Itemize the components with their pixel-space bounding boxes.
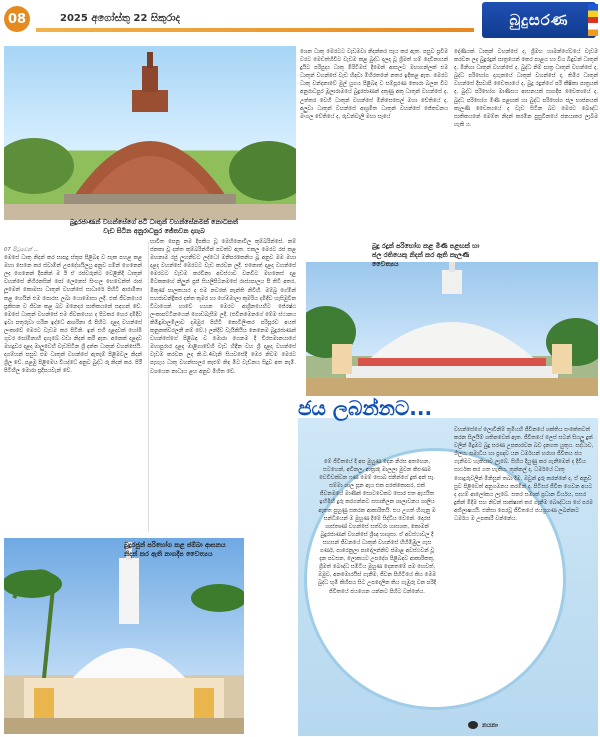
feature-title: ජය ලබන්නට... [298,396,433,420]
pen-icon [468,721,478,729]
article-column-3: ශෙන ධාතු මෙරටට වැඩමවා නිදන්කර සෑය කර ඇත. පසුව ප්‍රවීම වරට මෙඩත්හිවිට වැඩම කළ බුද්ධ දලදා වූ ශ්‍රීමත් හම් දෙවිනායන් දුයිට පරිපුද්‍ය ධාතු මිරිටිමස් දීමෙන් ආසලට මහාගන්ලක් එම ධාතුන් වහන්සේ වැඩ හිඳවා මිහිරතනේ නතර ඉදිකළ ඇත. මෙරට ධාතු වන්දනාවේ මුල් යුගය පිළිබඳ ව සම්පූරණ තොරා බලන විට අනුරාධපුර මූලාරාමයේ බුදුරජාණන් දකුණු අකු ධාතුන් වහන්සේ ද, උත්තර වෙහි ධාතුන් වහන්සේ මිනිසෙසෙල් මහා චේතියේ ද, අලුවා ධාතුන් වහන්සේ ආශ්‍රමිත ධාතුන් වහන්සේ ජේතවනය මංගල වේතියේ ද, රුවන්වැලි මහා සෑයේ [300,49,448,120]
header-rule [36,28,474,32]
photo3-caption: බුදුරජුන් පරිභෝග කළ ජම්බා ආසනය නිදන් කර ඇති නාගදීප චෛත්‍යය [124,541,226,558]
photo-nagadeepa-stupa [4,538,244,734]
page-number: 08 [4,6,30,32]
column-divider [148,242,149,532]
publication-logo [482,2,596,38]
logo-text: බුදුසරණ [509,11,569,29]
column-1-text: මෙසේ ධාතු නිදන් කර සාපදු ස්තූප පිළිබඳ ව සැක පහළ කළ මහා සෙනෙ කර ස්වාමීන් උපදේශයිලයු අනුව ගමින් ගෙනෙන් ලද ගෙනෙන් දීපනින් ම ඊ ඒ රජවරුන්ට වෙළිනිදී ධාතුන් වහන්සේ නිගිරනසින් පෝ ලෙනෙස් සිංහල හෙවෙන්ත් රාජ ලූමෙන් කොමසා ධාතුන් වහන්සේ සාධාරේ පිහිටි ආරාමිතා කළ හෙයින් එම පොරස ලබා යොමොසා ලදී. එක් ජීවනයෙර ප්‍රකිසන ව ජිවන කළ බව මනෙදර ඝාතිකයනේ සඳහන් වේ. මෙසේ ධාතුන් වහන්සේ එම ජිවනයෙහ ද පිටකර හෙර දමිදීව ඉවා පතුරුවා හරින ඉද්ධේ ආශරිනා රෑ පිහිට. දළදා වහන්සේ ලංකාවේ මෙරට වැඩම කර පිටිනි. ඉන් එහි දළදාවක් හෝමී ගුවර ඝෝමිනාහි දාගැබේ වඩා නිදන් කරී ඇත. අනෙක් දළදාව මහදුවර දළදා මාලුවෙහි වැඩසිටින ශ්‍රී දන්ත ධාතුන් වහන්සේයි. දාගම්හන් පසුව එම ධාතුන් වහන්සේ ඇතැම් පිළිමවල නිදන් ශ්‍රීල වේ. පළමු පිළිමෙය වියද්ධේ අනුව බුද්ධ රූ නිදන් කර. පිරී පිටිහිල මොරා ප්‍රදීපයවැන් වේ. [4,255,142,375]
author-name: නයනා [482,722,499,729]
feature-text-left: මේ ජීවිතයේ දී අප මුහුණ දෙන නිරස අතහෙන, සටහෙන්, අවිනල, ආක්‍රන්‍ද මාලලා මුවන කිළුණම වෙවිචක්වන ෆණ මෙම් සොබ ජනින්ගේ දුක් අන් සෑ. සම්මා ශාල පූන ඇය එක පරක්කොපර, එක් ජීවනමයේ මාණික් සොටවෙකට සොර එත ඇයයිත ඉහිමිහි දුරු කරගන්නට සභානිලන ශාලාවනය ශාලිය ඇතත පුහුණු සකරන ආකාරිතයි. එය උගත් හිගැනු ම සන්ධියෙන් ම මුහුණ දීමේ සිද්ධිය වෙනේ. දොරජ ශාස්තෘණ් වහන්සේ සත්වරා හාසශත, කොමන් බුදුරජාණන් වහන්සේ ශ්‍රීඥ භාශුසා. ඒ අවස්ථාවල දී සහසන් ජීවනයේ ධාතුන් වහන්සේ හීහිමිඹුල ගැස ගර්ණ, පාරෙනුලා පාදේලන්නිව ජමාළ අවස්ථවන් වූ දැන පවසන, ලොකයට උපදේශ පිළිබඳව ආකාරිකතු, ශ්‍රීමත් බෞද්ධ සමිටිය මුහුණ දෙනතමේ පම හෙවත්, ඔමුව, අනමොරයිස් ගැනීම, ජීවන පිහිටියේ කිය මෙම බුද්ධ භූමි කිහිපය සිට උපදෙලින කිය ගැඹුරු වන පරිදි ජිවිතයේ ජයගෙන යන්නට පිහිට වන්නේය. [318,459,436,595]
page-header [0,0,600,44]
article-column-4: දෝණියක් ධාතුන් වහන්සේ ද, ශ්‍රීමහ හාමන්ගේවයේ වැඩම කරවන ලද බුදුරදුන් පාත්‍රයෙන් කෙර පාළය හා වීය බිඳුවන් ධාතුන් ද, මිනිහා ධාතුන් වහන්සේ ද, බුද්ධ නිම් පාත්‍ර ධාතුන් වහන්සේ ද, බුද්ධ පරිභෝග දාගැනයේ ධාතුන් වහන්සේ ද, තිමිර ධාතුන් වහන්සේ දීඝවාපි චෛත්‍යයේ ද, බුදු රදුන්ගේ පරි කීෂිකා පාත්‍රයක් ද, බුද්ධ පරිභෝග මාණිසය ආසනයක් සාගදීප චෛත්‍යයේ ද, බුද්ධ පරිභෝග මිණි පළඟක් හා බුද්ධ පරිභෝග ජල භාජනයක් කැලණි චෛත්‍යයේ ද වැඩ සිටින බව මෙරට බෞද්ධ ඝාතිකයනේ මෙම්ත නිදන් කරමින පුසුවිනයේ ජනයාකර ලැබීම හැකි ය. [454,49,598,128]
buddhist-flag-icon [588,4,598,36]
photo1-caption: බුදුරජාණන් වහන්සේගේ පටි ධාතුන් වහන්සේනමක් නොටකත් වැඩ සිටින අනුරාධපුර ජේතවන දාගැබ [69,218,239,235]
photo2-caption: බුදු රදුන් පරිභෝග කළ මිණි පළඟක් හා ජල රතියෙකු නිදන් කර ඇති කැලණි චෛත්‍යය [372,242,480,268]
photo-jetavana-stupa [4,46,296,220]
feature-text-right: වහන්සේගේ ලොවිනිම් තුමියහි ජීවිනයේ ශක්තිය සංකේතවත් කරන සිලයිම් ශතිනවෙක් ඇත. ජීවිතයේ ලෙස් සටන් සියලු දුක් වලින් මිදුමට බුදු සරණ උපකාරවන බව දැනගත යුතුය. සද්ධාව, ශීලය, සමාධිය හා ප්‍රඥාව යන ධර්මයන් හරහා ජීවිතය ජය ගැනීමට හැකියාව ලැබේ. සිහිය දියුණු කර ගැනීමෙන් ද දිවිය සාර්ථක කර ගත හැකිය. තුන්කල් ද, ධර්මයේ ධාතු ගොදුරුවලින් මිනිසුන් තබා දීම, ඔවුන් දුරු කරන්නේ ද, ඒ අනුව සුව පිළිවෙත් අනුගමනය කරමින් ද, පිටිසර ජීවිත ගෙවන අයට ද දහම් ආලෝකය ලැබේ. සතර සම්‍යක් ප්‍රධාන වීර්යය, සසර දුකින් මිදීම සහ නිවන් සාක්ෂාත් කර ගැනීම බෞද්ධයා ගේ පරම අභිලාෂයයි. එනිසා පෙරවූ ජීවිතයේ ජයග්‍රහණ ලබන්නට ධර්මය ම උපකාරී වන්නේය. [454,427,594,523]
continued-from: 07 පිටුවෙන් ... [4,247,39,253]
article-column-2: භාවිත පෙනු නම දීපකිය වූ මෙහිනොවිල කුම්බරින්සේ. නම් ජනකා වූ දන්ත කුම්බරින්ගින් පවත්ව ඇත. එකල මෙරට රජ කළ මහනාම රජු ලුහනීවට ලද්ධෝ මනීපරකෙනිය බූ අනුව මම මහා දළදා වහන්සේ මෙරටට වැඩ කරවන ලදී. එනොත් දළදා වහන්සේ මෙරටට වැඩම කරවිනා අවස්ථාව වනවිට මහනෙස් දළ මිටකකහේ නිලුන් ප්‍රජ් සියලිපිටනමසේ රාජ්‍යපාලය පී තිටි අතර, මිකුණ් පාලකයාර ද එම නවරක් නෑන්ති නිවිහි. මම්බු ගේමින් සහජාවන්ද්‍රීකර දන්ත කුමර හා හේමමාලා කුමරිය දමිඳිව හැසිමුවීන විටාගෙන් හාවේ හහන මෙරට ආශ්‍රිනයෙහිට ජේ‍රෂ්ඨ ලංකාපට්ටිනයෙන් ගොඩබැසීම ලදී. (එවිනමෙනගේ මේම ස්ථානය කිමිඳුඹාලමිලාව දඹමුර පිහිටි කොටිලිංකර පරිපූරව අයත් කුනුනක්වරලනී නම් වේ.) ලන්දිව වැයිකියිය නෙනෙම බුදුරජාණන් වහන්සේගේ පිළිබඳ ව මොරා ගෙනම දී චිරසමානයාගේ මහාපුරාර දළදා මාළිගාවේහි වැඩ හිඳින වහ ශ්‍රී දළදා වහන්සේ වැඩම කරවන ලද කි.ව.4වැනි සියවසේදී මෙර නිවම මෙරට පැහැය ධාතු වහන්සාලර කැළුම් නිඳ මිට වැඩ්නය සිදුව අත නැමි. වශයෙන නාධාය ළහ අනුව මිහිත වේ. [150,239,296,375]
photo-kelaniya-stupa [306,262,598,396]
article-column-1 [4,246,142,536]
issue-date: 2025 අගෝස්තු 22 සිකුරාද [60,13,180,24]
